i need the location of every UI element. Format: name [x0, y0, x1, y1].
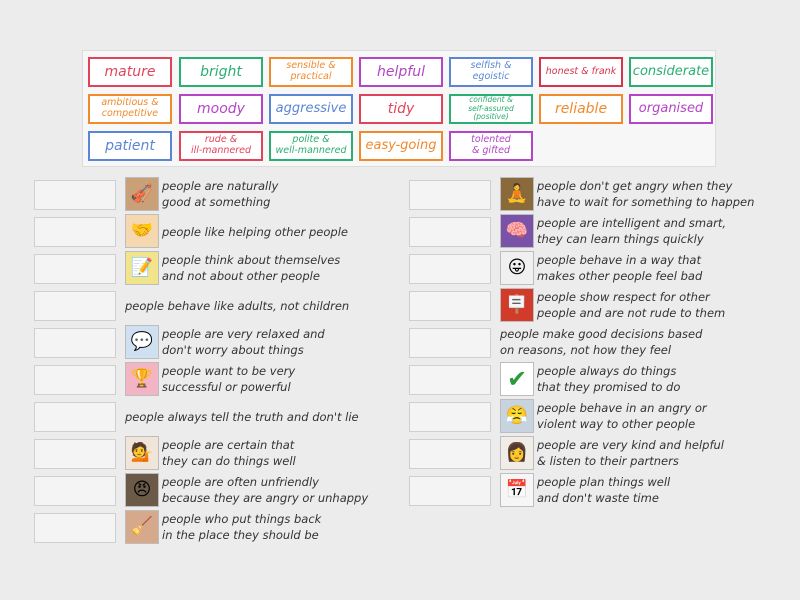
definition-text: people always do things that they promised to do: [537, 364, 681, 394]
answer-drop-slot[interactable]: [34, 402, 116, 432]
answer-tile[interactable]: bright: [179, 57, 263, 87]
answer-tile[interactable]: mature: [88, 57, 172, 87]
definition-text: people want to be very successful or powerful: [162, 364, 296, 394]
ambitious-person-icon: 🏆: [125, 362, 159, 396]
answer-drop-slot[interactable]: [409, 217, 491, 247]
answer-drop-slot[interactable]: [34, 180, 116, 210]
answer-drop-slot[interactable]: [34, 439, 116, 469]
definition-text: people make good decisions based on reasons, not how they feel: [500, 327, 703, 357]
definition-text: people are certain that they can do things well: [162, 438, 296, 468]
answer-drop-slot[interactable]: [34, 217, 116, 247]
definition-text: people always tell the truth and don't lie: [125, 410, 359, 424]
answer-bank: [82, 50, 716, 167]
answer-drop-slot[interactable]: [34, 254, 116, 284]
chatting-people-icon: 💬: [125, 325, 159, 359]
planner-icon: 📅: [500, 473, 534, 507]
answer-tile[interactable]: easy-going: [359, 131, 443, 161]
confident-woman-icon: 💁: [125, 436, 159, 470]
answer-drop-slot[interactable]: [409, 328, 491, 358]
definition-text: people show respect for other people and are not rude to them: [537, 290, 726, 320]
meditation-icon: 🧘: [500, 177, 534, 211]
answer-tile[interactable]: aggressive: [269, 94, 353, 124]
answer-drop-slot[interactable]: [409, 180, 491, 210]
definition-text: people behave in an angry or violent way to other people: [537, 401, 707, 431]
answer-tile[interactable]: rude & ill-mannered: [179, 131, 263, 161]
answer-tile[interactable]: considerate: [629, 57, 713, 87]
definition-text: people are very kind and helpful & listen to their partners: [537, 438, 724, 468]
definition-text: people are often unfriendly because they are angry or unhappy: [162, 475, 369, 505]
definition-text: people who put things back in the place they should be: [162, 512, 322, 542]
answer-tile[interactable]: tidy: [359, 94, 443, 124]
definition-text: people behave like adults, not children: [125, 299, 350, 313]
violin-player-icon: 🎻: [125, 177, 159, 211]
answer-drop-slot[interactable]: [409, 291, 491, 321]
answer-tile[interactable]: moody: [179, 94, 263, 124]
angry-man-icon: 😤: [500, 399, 534, 433]
rude-face-icon: 😛: [500, 251, 534, 285]
definition-text: people don't get angry when they have to wait for something to happen: [537, 179, 755, 209]
answer-drop-slot[interactable]: [409, 365, 491, 395]
answer-drop-slot[interactable]: [34, 476, 116, 506]
tidy-room-icon: 🧹: [125, 510, 159, 544]
answer-tile[interactable]: reliable: [539, 94, 623, 124]
answer-drop-slot[interactable]: [34, 365, 116, 395]
definition-text: people think about themselves and not about other people: [162, 253, 341, 283]
answer-drop-slot[interactable]: [34, 328, 116, 358]
answer-tile[interactable]: polite & well-mannered: [269, 131, 353, 161]
answer-tile[interactable]: helpful: [359, 57, 443, 87]
answer-tile[interactable]: selfish & egoistic: [449, 57, 533, 87]
kind-woman-icon: 👩: [500, 436, 534, 470]
definition-text: people are intelligent and smart, they can learn things quickly: [537, 216, 727, 246]
moody-person-icon: 😠: [125, 473, 159, 507]
answer-tile[interactable]: patient: [88, 131, 172, 161]
answer-drop-slot[interactable]: [409, 439, 491, 469]
answer-drop-slot[interactable]: [409, 254, 491, 284]
answer-tile[interactable]: honest & frank: [539, 57, 623, 87]
answer-drop-slot[interactable]: [409, 476, 491, 506]
answer-drop-slot[interactable]: [409, 402, 491, 432]
bright-brain-icon: 🧠: [500, 214, 534, 248]
me-notes-icon: 📝: [125, 251, 159, 285]
helping-kids-icon: 🤝: [125, 214, 159, 248]
answer-drop-slot[interactable]: [34, 513, 116, 543]
answer-tile[interactable]: ambitious & competitive: [88, 94, 172, 124]
checkmark-icon: ✔: [500, 362, 534, 396]
answer-drop-slot[interactable]: [34, 291, 116, 321]
definition-text: people are naturally good at something: [162, 179, 279, 209]
answer-tile[interactable]: organised: [629, 94, 713, 124]
answer-tile[interactable]: confident & self-assured (positive): [449, 94, 533, 124]
definition-text: people behave in a way that makes other people feel bad: [537, 253, 703, 283]
definition-text: people plan things well and don't waste time: [537, 475, 671, 505]
answer-tile[interactable]: tolented & gifted: [449, 131, 533, 161]
rude-polite-signs-icon: 🪧: [500, 288, 534, 322]
definition-text: people are very relaxed and don't worry about things: [162, 327, 325, 357]
definition-text: people like helping other people: [162, 225, 348, 239]
answer-tile[interactable]: sensible & practical: [269, 57, 353, 87]
